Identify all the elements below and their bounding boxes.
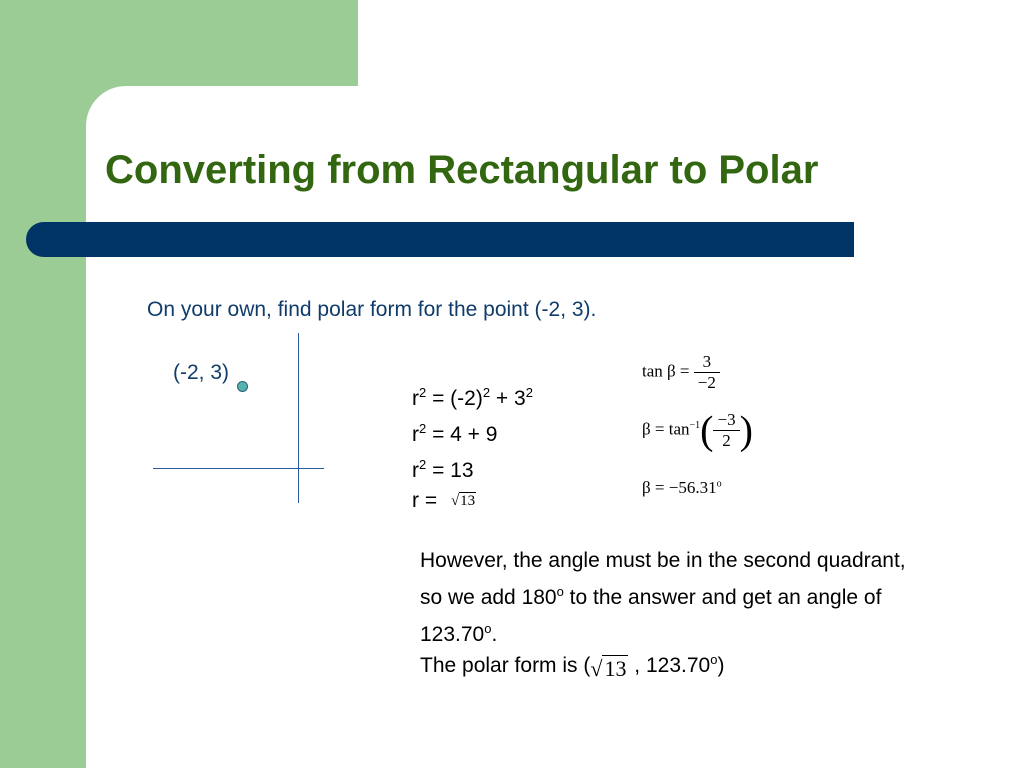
- decorative-corner: [86, 86, 146, 146]
- polar-form-answer: The polar form is (√13 , 123.70$^o$): [420, 652, 725, 681]
- sqrt-13-small: √13: [450, 493, 476, 510]
- y-axis: [298, 333, 299, 503]
- beta-result: $\beta = -56.31^o$: [642, 478, 722, 497]
- step-line-4: r = √13: [412, 486, 533, 516]
- quadrant-note: However, the angle must be in the second quadrant, so we add 180$^o$ to the answer and get an angle of 123.70$^o$.: [420, 549, 906, 646]
- x-axis: [153, 468, 324, 469]
- slide-title: Converting from Rectangular to Polar: [105, 148, 819, 192]
- tan-equation: tan β = $\frac{3}{-2}$: [642, 352, 720, 393]
- arctan-fraction: $\frac{-3}{2}$: [713, 410, 739, 451]
- tan-fraction: $\frac{3}{-2}$: [694, 352, 720, 393]
- step-line-2: $r^2 = 4 + 9$: [412, 421, 498, 446]
- title-underline-bar: [26, 222, 854, 257]
- step-line-3: $r^2 = 13$: [412, 457, 474, 482]
- slide-prompt: On your own, find polar form for the point (-2, 3).: [147, 298, 597, 321]
- radius-steps: [412, 378, 533, 516]
- decorative-green-left: [0, 0, 86, 768]
- arctan-equation: $\beta = \tan^{-1}$( $\frac{-3}{2}$ ): [642, 407, 753, 453]
- plotted-point: [237, 381, 248, 392]
- step-line-1: $r^2 = (-2)^2 + 3^2$: [412, 385, 533, 410]
- sqrt-13-large: √13: [590, 656, 627, 681]
- point-label: (-2, 3): [173, 361, 230, 384]
